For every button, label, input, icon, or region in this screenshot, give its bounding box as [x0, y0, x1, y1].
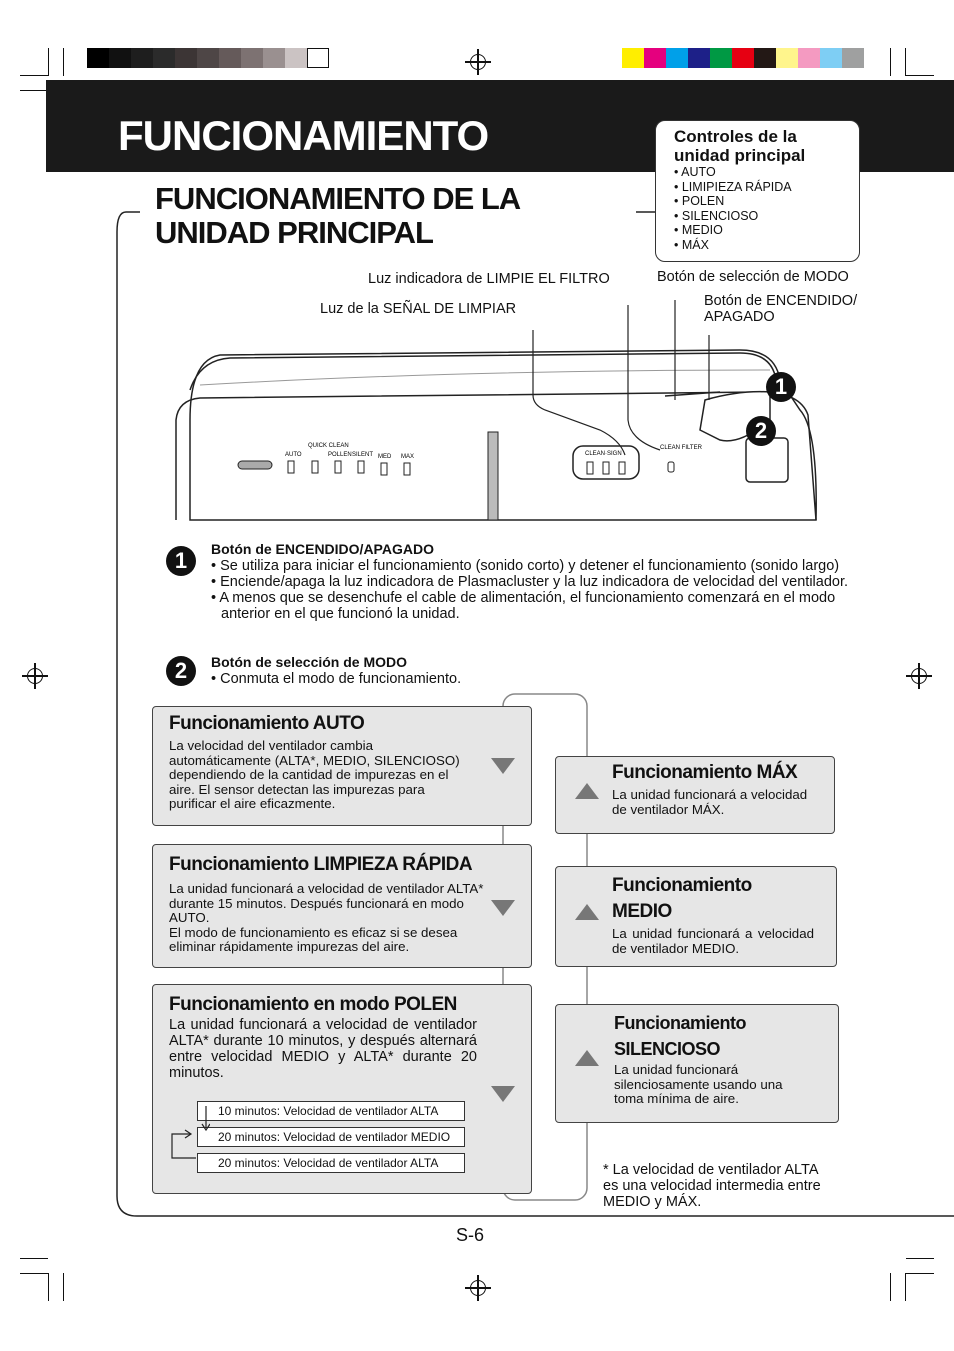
desc-number-1: 1 [166, 546, 196, 576]
mode-medio-text: La unidad funcionará a velocidad de ventilador MEDIO. [612, 926, 814, 956]
filter-light-label: Luz indicadora de LIMPIE EL FILTRO [368, 271, 610, 287]
mode-max-text: La unidad funcionará a velocidad de ventilador MÁX. [612, 787, 808, 817]
mode-quick-title: Funcionamiento LIMPIEZA RÁPIDA [169, 854, 473, 875]
section-title: FUNCIONAMIENTO DE LA UNIDAD PRINCIPAL [155, 181, 520, 250]
pollen-loop-arrows [168, 1100, 210, 1162]
panel-max-label: MAX [401, 454, 415, 460]
desc2-title: Botón de selección de MODO [211, 654, 408, 670]
up-arrow-icon [575, 783, 599, 799]
mode-pollen-title: Funcionamiento en modo POLEN [169, 994, 457, 1015]
footnote: * La velocidad de ventilador ALTA es una velocidad intermedia entre MEDIO y MÁX. [603, 1162, 821, 1210]
down-arrow-icon [491, 900, 515, 916]
desc1-bullet: • A menos que se desenchufe el cable de alimentación, el funcionamiento comenzará en el modo anterior en el que funcionó la unidad. [211, 590, 851, 622]
down-arrow-icon [491, 758, 515, 774]
mode-max-title: Funcionamiento MÁX [612, 762, 798, 783]
up-arrow-icon [575, 1050, 599, 1066]
controls-item: • MEDIO [674, 223, 792, 238]
up-arrow-icon [575, 904, 599, 920]
power-button-label: Botón de ENCENDIDO/ APAGADO [704, 293, 858, 325]
step-marker-1: 1 [766, 372, 796, 402]
mode-pollen-text: La unidad funcionará a velocidad de ventilador ALTA* durante 10 minutos, y después alternará entre velocidad MEDIO y ALTA* durante 20 minutos. [169, 1017, 477, 1081]
desc1-title: Botón de ENCENDIDO/APAGADO [211, 541, 434, 557]
pollen-step: 20 minutos: Velocidad de ventilador ALTA [197, 1153, 465, 1173]
pollen-step: 10 minutos: Velocidad de ventilador ALTA [197, 1101, 465, 1121]
mode-auto-title: Funcionamiento AUTO [169, 713, 365, 734]
clean-sign-light-label: Luz de la SEÑAL DE LIMPIAR [320, 301, 517, 317]
controls-item: • LIMIPIEZA RÁPIDA [674, 180, 792, 195]
mode-silent-text: La unidad funcionará silenciosamente usando una toma mínima de aire. [614, 1062, 783, 1107]
mode-quick-text: La unidad funcionará a velocidad de ventilador ALTA* durante 15 minutos. Después funcionará en modo AUTO. El modo de funcionamiento es eficaz si se desea eliminar rápidamente impurezas del aire. [169, 881, 484, 955]
panel-auto-label: AUTO [285, 452, 302, 458]
mode-button-label: Botón de selección de MODO [657, 269, 849, 285]
controls-item: • POLEN [674, 194, 792, 209]
down-arrow-icon [491, 1086, 515, 1102]
step-marker-2: 2 [746, 416, 776, 446]
mode-medio-title: Funcionamiento MEDIO [612, 875, 752, 922]
desc1-bullet: • Enciende/apaga la luz indicadora de Plasmacluster y la luz indicadora de velocidad del ventilador. [211, 574, 851, 590]
desc-number-2: 2 [166, 656, 196, 686]
panel-pollen-label: POLLEN [328, 452, 352, 458]
panel-med-label: MED [378, 454, 392, 460]
page-title: FUNCIONAMIENTO [118, 112, 489, 159]
desc1-bullet: • Se utiliza para iniciar el funcionamiento (sonido corto) y detener el funcionamiento (sonido largo) [211, 558, 851, 574]
desc2-bullet: • Conmuta el modo de funcionamiento. [211, 671, 851, 687]
page-number: S-6 [456, 1225, 485, 1245]
controls-item: • AUTO [674, 165, 792, 180]
mode-auto-text: La velocidad del ventilador cambia automáticamente (ALTA*, MEDIO, SILENCIOSO) dependiendo de la cantidad de impurezas en el aire. El sensor detectan las impurezas para purificar el aire eficazmente. [169, 738, 460, 812]
panel-quick-label: QUICK CLEAN [308, 443, 349, 449]
panel-clean-sign-label: CLEAN·SIGN [585, 451, 622, 457]
pollen-step: 20 minutos: Velocidad de ventilador MEDIO [197, 1127, 465, 1147]
mode-silent-title: Funcionamiento SILENCIOSO [614, 1013, 746, 1059]
panel-silent-label: SILENT [352, 452, 374, 458]
controls-item: • MÁX [674, 238, 792, 253]
controls-title: Controles de la unidad principal [674, 127, 806, 165]
controls-item: • SILENCIOSO [674, 209, 792, 224]
panel-clean-filter-label: CLEAN FILTER [660, 445, 702, 451]
